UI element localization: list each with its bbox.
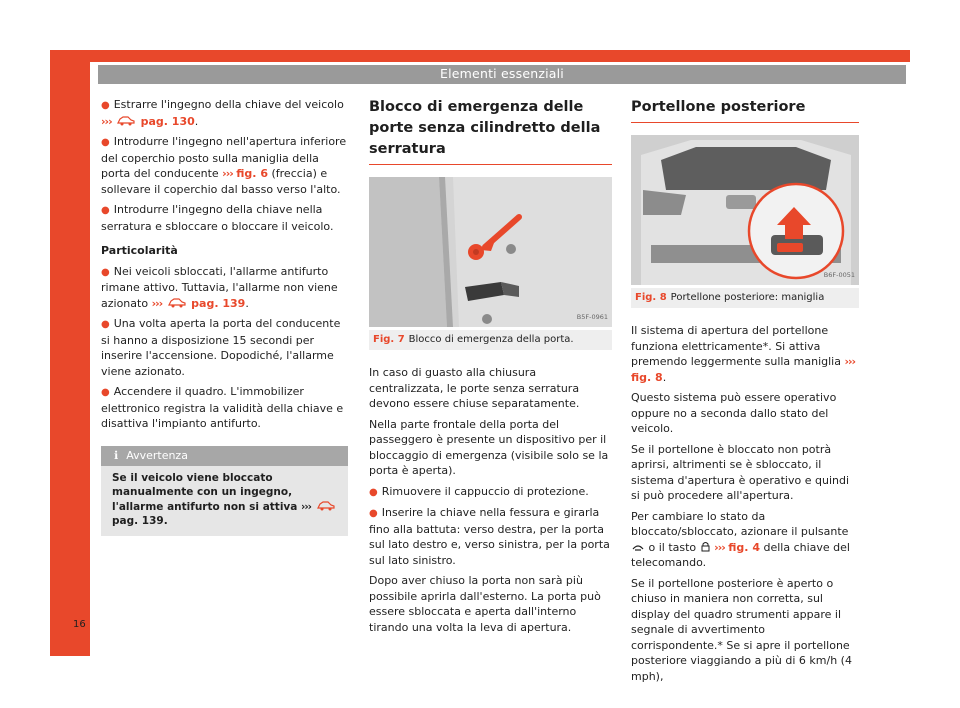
cross-ref-arrows: ››› <box>151 296 163 310</box>
cross-ref-link[interactable]: fig. 4 <box>728 540 760 554</box>
bullet-item: ● Una volta aperta la porta del conducente si hanno a disposizione 15 secondi per inserire l'accensione. Dopodiché, l'allarme viene azionato. <box>101 317 341 378</box>
page-number: 16 <box>73 619 86 630</box>
bullet-item: ● Inserire la chiave nella fessura e girarla fino alla battuta: verso destra, per la porta sul lato destro e, verso sinistra, per la porta sul lato sinistro. <box>369 506 610 567</box>
paragraph: Nella parte frontale della porta del passeggero è presente un dispositivo per il bloccaggio di emergenza (visibile solo se la porta è aperta). <box>369 417 609 477</box>
bullet-item: ● Introdurre l'ingegno della chiave nella serratura e sbloccare o bloccare il veicolo. <box>101 203 334 233</box>
info-icon: ℹ <box>114 448 119 462</box>
car-warning-icon <box>117 115 135 126</box>
bullet-item: ● Estrarre l'ingegno della chiave del veicolo ››› pag. 130. <box>101 98 344 128</box>
figure-code: B6F-0051 <box>823 270 855 279</box>
tailgate-illustration <box>631 135 859 285</box>
bullet-item: ● Introdurre l'ingegno nell'apertura inferiore del coperchio posto sulla maniglia della porta del conducente ››› fig. 6 (freccia) e sollevare il coperchio dal basso verso l'alto. <box>101 135 347 196</box>
section-title: Blocco di emergenza delle porte senza cilindretto della serratura <box>369 97 612 165</box>
column-right <box>631 97 859 689</box>
car-warning-icon <box>168 297 186 308</box>
column-left <box>101 97 348 536</box>
figure-number: Fig. 8 <box>635 292 667 303</box>
bullet-icon: ● <box>101 387 110 398</box>
figure-tailgate-handle <box>631 135 859 285</box>
figure-caption: Fig. 7 Blocco di emergenza della porta. <box>369 330 612 350</box>
cross-ref-arrows: ››› <box>222 167 233 180</box>
cross-ref-link[interactable]: pag. 139 <box>112 515 164 527</box>
figure-door-emergency-lock <box>369 177 612 327</box>
subheading: Particolarità <box>101 244 178 257</box>
warning-box <box>101 446 348 536</box>
column-middle <box>369 97 612 640</box>
paragraph: Il sistema di apertura del portellone funziona elettricamente*. Si attiva premendo leggermente sulla maniglia ››› fig. 8. <box>631 324 856 384</box>
cross-ref-link[interactable]: pag. 130 <box>140 114 195 128</box>
header-title: Elementi essenziali <box>440 66 564 81</box>
section-title: Portellone posteriore <box>631 97 859 123</box>
cross-ref-link[interactable]: pag. 139 <box>191 296 246 310</box>
figure-number: Fig. 7 <box>373 334 405 345</box>
bullet-icon: ● <box>369 508 378 519</box>
car-warning-icon <box>317 500 335 511</box>
paragraph: In caso di guasto alla chiusura centralizzata, le porte senza serratura devono essere chiuse separatamente. <box>369 366 580 410</box>
warning-title: Avvertenza <box>126 448 188 462</box>
bullet-icon: ● <box>101 205 110 216</box>
lock-icon <box>701 541 710 552</box>
door-lock-illustration <box>369 177 612 327</box>
bullet-icon: ● <box>101 266 110 278</box>
paragraph: Se il portellone posteriore è aperto o chiuso in maniera non corretta, sul display del quadro strumenti appare il segnale di avvertimento corrispondente.* Se si apre il portellone posteriore viaggiando a più di 6 km/h (4 mph), <box>631 576 852 683</box>
cross-ref-arrows: ››› <box>101 114 112 128</box>
cross-ref-link[interactable]: fig. 8 <box>631 370 663 384</box>
tailgate-button-icon <box>632 543 644 551</box>
paragraph: Dopo aver chiuso la porta non sarà più possibile aprirla dall'esterno. La porta può essere sbloccata e aperta dall'interno tirando una volta la leva di apertura. <box>369 574 601 634</box>
figure-caption: Fig. 8 Portellone posteriore: maniglia <box>631 288 859 308</box>
bullet-item: ● Nei veicoli sbloccati, l'allarme antifurto rimane attivo. Tuttavia, l'allarme non viene azionato ››› pag. 139. <box>101 264 338 310</box>
cross-ref-arrows: ››› <box>714 540 725 554</box>
cross-ref-link[interactable]: fig. 6 <box>236 167 268 180</box>
bullet-item: ● Rimuovere il cappuccio di protezione. <box>369 484 589 498</box>
bullet-icon: ● <box>101 319 110 330</box>
header-bar <box>98 65 906 84</box>
bullet-icon: ● <box>369 486 378 498</box>
paragraph: Se il portellone è bloccato non potrà aprirsi, altrimenti se è sbloccato, il sistema d'apertura è operativo e quindi si può procedere all'apertura. <box>631 442 850 502</box>
figure-code: B5F-0961 <box>576 312 608 321</box>
cross-ref-arrows: ››› <box>844 355 856 368</box>
bullet-item: ● Accendere il quadro. L'immobilizer elettronico registra la validità della chiave e disattiva l'impianto antifurto. <box>101 385 344 430</box>
warning-header <box>101 446 348 466</box>
paragraph: Questo sistema può essere operativo oppure no a seconda dallo stato del veicolo. <box>631 391 837 435</box>
bullet-icon: ● <box>101 100 110 111</box>
cross-ref-arrows: ››› <box>301 500 311 513</box>
warning-text: Se il veicolo viene bloccato manualmente con un ingegno, l'allarme antifurto non si attiva ››› pag. 139. <box>101 466 348 536</box>
bullet-icon: ● <box>101 137 110 148</box>
paragraph: Per cambiare lo stato da bloccato/sbloccato, azionare il pulsante o il tasto ››› fig. 4 della chiave del telecomando. <box>631 509 850 569</box>
